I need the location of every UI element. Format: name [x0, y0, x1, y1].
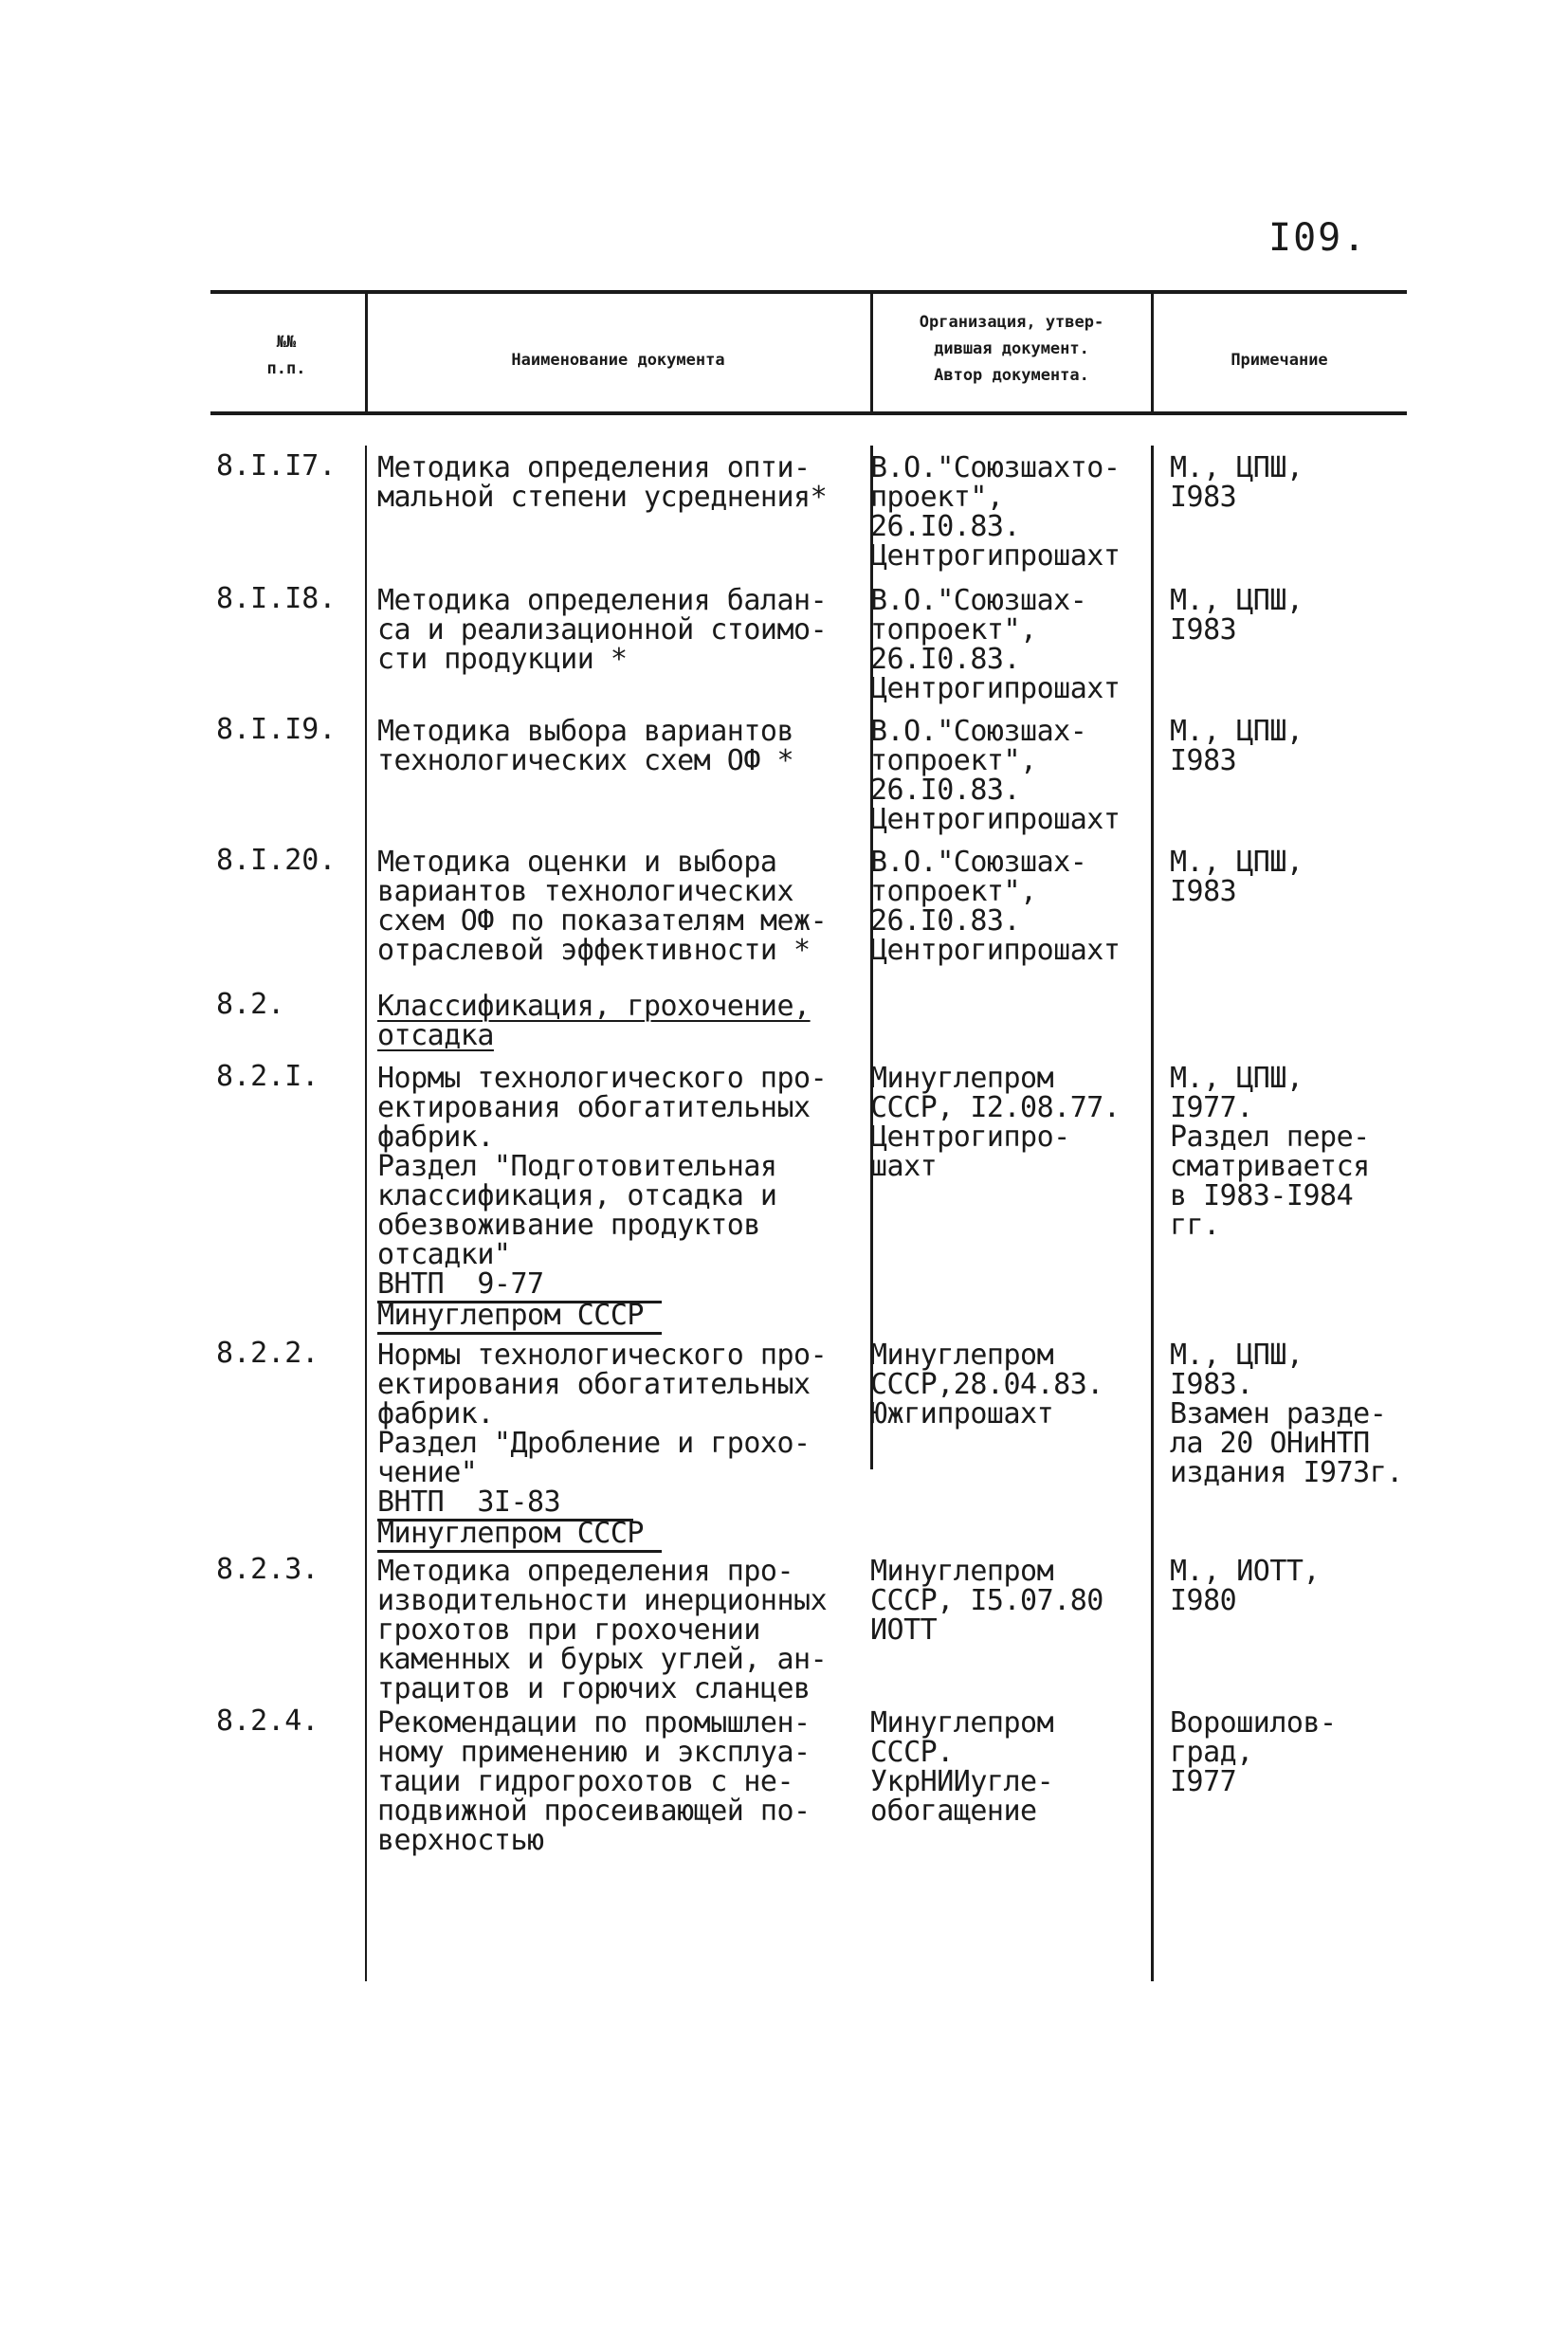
standard-code-text: ВНТП 3I-83: [377, 1487, 633, 1522]
document-organization: В.О."Союзшах- топроект", 26.I0.83. Центрогипрошахт: [870, 715, 1121, 836]
approving-ministry: [377, 1301, 662, 1335]
document-name: Нормы технологического про- ектирования обогатительных фабрик. Раздел "Дробление и грохо- чение": [377, 1339, 828, 1489]
approving-ministry-text: Минуглепром СССР: [377, 1301, 662, 1335]
document-note: М., ЦПШ, I983: [1170, 846, 1304, 908]
header-note: Примечание: [1231, 351, 1328, 370]
document-note: М., ЦПШ, I983: [1170, 715, 1304, 777]
document-note: М., ЦПШ, I983: [1170, 584, 1304, 647]
row-number: 8.I.I8.: [216, 582, 337, 615]
column-divider-3-body: [1151, 446, 1154, 1981]
row-number: 8.2.3.: [216, 1553, 319, 1586]
approving-ministry: [377, 1519, 662, 1553]
document-organization: В.О."Союзшах- топроект", 26.I0.83. Центрогипрошахт: [870, 846, 1121, 967]
document-organization: Минуглепром СССР,28.04.83. Южгипрошахт: [870, 1339, 1103, 1431]
document-note: М., ЦПШ, I983: [1170, 451, 1304, 514]
document-name: Методика выбора вариантов технологических схем ОФ *: [377, 715, 794, 777]
document-organization: Минуглепром СССР, I2.08.77. Центрогипро- шахт: [870, 1062, 1121, 1183]
header-name: Наименование документа: [511, 351, 725, 370]
document-name: Методика оценки и выбора вариантов технологических схем ОФ по показателям меж- отраслевой эффективности *: [377, 846, 828, 967]
row-number: 8.2.I.: [216, 1060, 319, 1093]
row-number: 8.I.20.: [216, 844, 337, 877]
document-name: Методика определения про- изводительности инерционных грохотов при грохочении каменных и бурых углей, ан- трацитов и горючих сланцев: [377, 1555, 828, 1705]
header-num: №№ п.п.: [266, 333, 306, 378]
document-note: Ворошилов- град, I977: [1170, 1706, 1337, 1798]
header-org: Организация, утвер- дившая документ. Автор документа.: [919, 313, 1104, 385]
approving-ministry-text: Минуглепром СССР: [377, 1519, 662, 1553]
section-number: 8.2.: [216, 988, 285, 1021]
document-note: М., ЦПШ, I977. Раздел пере- сматривается в I983-I984 гг.: [1170, 1062, 1370, 1242]
document-name: Рекомендации по промышлен- ному применению и эксплуа- тации гидрогрохотов с не- подвижной просеивающей по- верхностью: [377, 1706, 811, 1857]
document-organization: Минуглепром СССР, I5.07.80 ИОТТ: [870, 1555, 1103, 1647]
standard-code-text: ВНТП 9-77: [377, 1269, 662, 1303]
document-organization: В.О."Союзшахто- проект", 26.I0.83. Центрогипрошахт: [870, 451, 1121, 573]
row-number: 8.I.I9.: [216, 713, 337, 746]
section-title-line1: Классификация, грохочение,: [377, 990, 811, 1023]
document-organization: Минуглепром СССР. УкрНИИугле- обогащение: [870, 1706, 1054, 1828]
row-number: 8.I.I7.: [216, 449, 337, 483]
document-name: Нормы технологического про- ектирования обогатительных фабрик. Раздел "Подготовительная классификация, отсадка и обезвоживание продуктов отсадки": [377, 1062, 828, 1271]
document-name: Методика определения опти- мальной степени усреднения*: [377, 451, 828, 514]
document-organization: В.О."Союзшах- топроект", 26.I0.83. Центрогипрошахт: [870, 584, 1121, 705]
table-header-rule: [210, 411, 1407, 415]
section-title-line2: отсадка: [377, 1019, 494, 1052]
row-number: 8.2.2.: [216, 1337, 319, 1370]
column-divider-1-body: [365, 446, 367, 1981]
document-note: М., ЦПШ, I983. Взамен разде- ла 20 ОНиНТП издания I973г.: [1170, 1339, 1403, 1489]
document-name: Методика определения балан- са и реализационной стоимо- сти продукции *: [377, 584, 828, 676]
section-title: [377, 992, 811, 1050]
page-number: I09.: [1268, 216, 1368, 260]
table-top-rule: [210, 290, 1407, 294]
row-number: 8.2.4.: [216, 1704, 319, 1738]
document-note: М., ИОТТ, I980: [1170, 1555, 1321, 1617]
